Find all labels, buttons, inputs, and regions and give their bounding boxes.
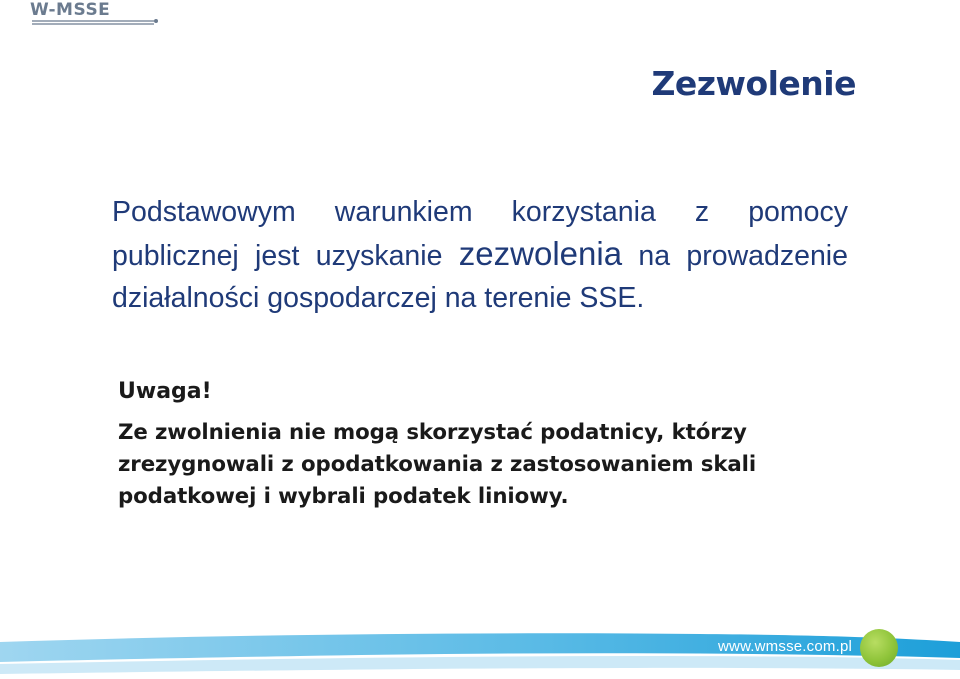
warning-text: Ze zwolnienia nie mogą skorzystać podatnicy, którzy zrezygnowali z opodatkowania z zastosowaniem skali podatkowej i wybrali podatek liniowy.: [118, 420, 757, 509]
green-dot-icon: [860, 629, 898, 667]
page-title: Zezwolenie: [651, 64, 856, 104]
brand-logo: [30, 2, 160, 28]
logo-text: W-MSSE: [30, 0, 111, 20]
intro-text-after: na prowadzenie działalności gospodarczej na terenie SSE.: [112, 239, 848, 314]
footer-url[interactable]: www.wmsse.com.pl: [718, 638, 853, 655]
intro-highlight: zezwolenia: [458, 234, 623, 272]
intro-text-before: Podstawowym warunkiem korzystania z pomocy publicznej jest uzyskanie: [112, 195, 848, 272]
intro-paragraph: [112, 191, 848, 319]
warning-label: Uwaga!: [118, 379, 212, 404]
